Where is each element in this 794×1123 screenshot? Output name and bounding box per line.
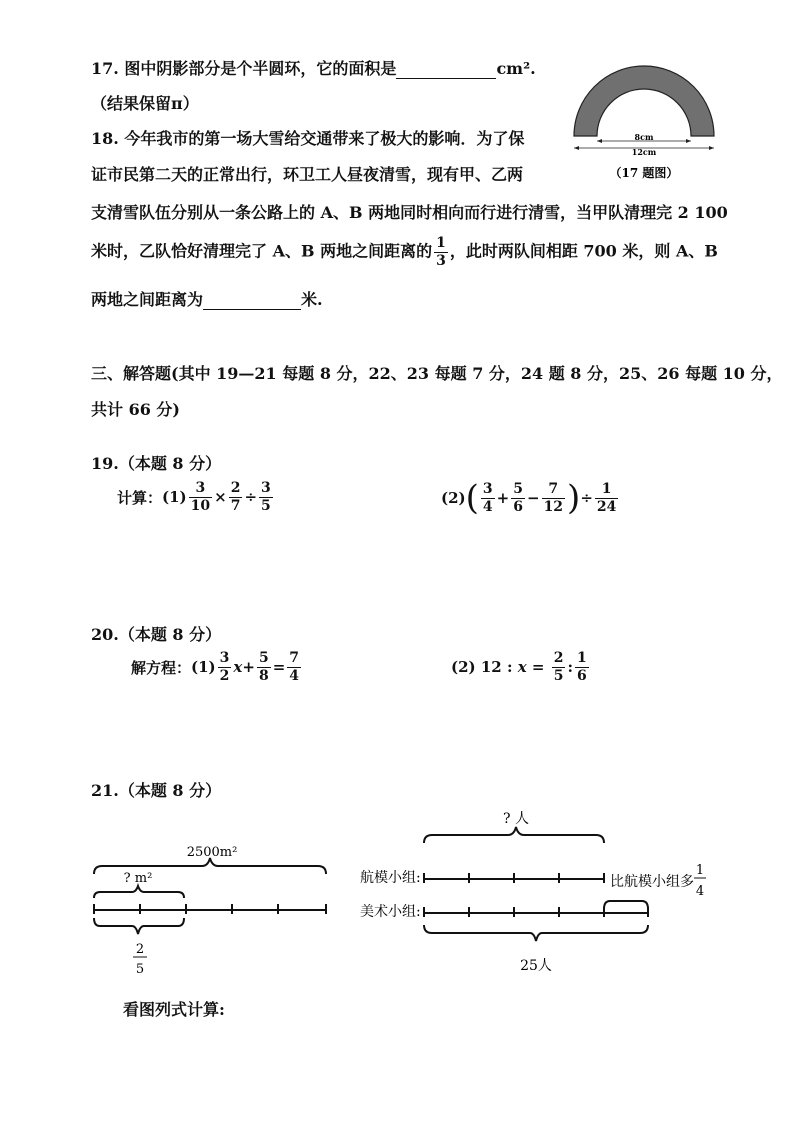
total-area-label: 2500m²: [186, 845, 238, 860]
denominator: 8: [258, 667, 269, 684]
total-people-label: 25人: [520, 958, 552, 974]
fraction: [229, 481, 243, 513]
inner-dimension-label: 8cm: [634, 132, 654, 142]
question-people-label: ? 人: [503, 811, 529, 827]
q21-right-diagram: [358, 805, 718, 983]
brace-part: [94, 886, 184, 898]
q17-end: .: [530, 59, 536, 78]
row2-label: 美术小组:: [360, 904, 421, 920]
denominator: 7: [230, 497, 241, 514]
more-fraction-num: 1: [695, 863, 705, 878]
operator: −: [526, 489, 540, 507]
unknown-area-label: ? m²: [123, 871, 153, 886]
ratio-lead: 12 :: [480, 658, 518, 677]
numerator: 7: [289, 650, 300, 666]
right-paren: ): [567, 478, 581, 518]
variable-x: x: [517, 658, 527, 677]
arrow-head: [597, 139, 602, 143]
q19-header: 19.（本题 8 分）: [91, 454, 222, 473]
fraction: [575, 651, 589, 683]
fraction: [189, 481, 212, 513]
denominator: 10: [190, 497, 211, 514]
numerator: 1: [577, 650, 587, 666]
q18-line3: 支清雪队伍分别从一条公路上的 A、B 两地同时相向而行进行清雪，当甲队清理完 2 100: [91, 203, 728, 222]
numerator: 5: [258, 650, 269, 666]
q19-expr2: [441, 478, 620, 518]
numerator: 1: [436, 235, 446, 251]
fraction: [434, 236, 448, 268]
numerator: 1: [601, 480, 612, 497]
figure-caption: （17 题图）: [609, 166, 679, 180]
q19-expr1: [117, 481, 275, 513]
brace-extra: [604, 901, 648, 909]
outer-dimension-label: 12cm: [631, 147, 657, 157]
fraction: [552, 651, 566, 683]
arrow-head: [686, 139, 691, 143]
fraction-denominator: 5: [135, 962, 145, 977]
fraction: [287, 651, 301, 683]
q18-number: 18.: [91, 129, 119, 148]
part-label: (1): [191, 658, 216, 677]
row1-label: 航模小组:: [360, 870, 421, 886]
q18-text: ，此时两队间相距 700 米，则 A、B: [449, 241, 718, 261]
part-label: (2): [441, 489, 466, 507]
equals-sign: =: [272, 658, 286, 677]
operator: +: [242, 658, 255, 677]
fraction: [259, 481, 273, 513]
q17-text: 图中阴影部分是个半圆环，它的面积是: [124, 59, 397, 78]
q18-text: 米时，乙队恰好清理完了 A、B 两地之间距离的: [91, 241, 433, 261]
q17-note: （结果保留π）: [91, 94, 199, 113]
brace-bottom: [94, 918, 184, 934]
left-paren: (: [465, 478, 479, 518]
denominator: 6: [577, 667, 587, 684]
numerator: 3: [195, 480, 206, 496]
section3-title: 三、解答题(其中 19—21 每题 8 分，22、23 每题 7 分，24 题 8 分，25、26 每题 10 分，: [91, 364, 783, 383]
q20-expr1: [131, 651, 303, 683]
part-label: (1): [162, 488, 187, 507]
semi-annulus-shape: [574, 66, 714, 136]
q18-line2: 证市民第二天的正常出行，环卫工人昼夜清雪，现有甲、乙两: [91, 165, 524, 184]
ratio-colon: :: [567, 658, 573, 677]
fraction: [257, 651, 271, 683]
fraction-numerator: 2: [135, 942, 145, 957]
part-label: (2): [451, 658, 476, 677]
more-label: 比航模小组多: [610, 874, 694, 890]
numerator: 2: [230, 480, 241, 496]
q17-unit: cm²: [496, 59, 531, 78]
denominator: 4: [482, 498, 493, 515]
fraction: [542, 482, 565, 514]
denominator: 2: [219, 667, 230, 684]
denominator: 6: [513, 498, 523, 515]
variable-x: x: [233, 658, 243, 677]
section3-title-line2: 共计 66 分): [91, 400, 180, 419]
numerator: 5: [513, 480, 523, 497]
q18-unit: 米.: [301, 290, 323, 309]
denominator: 5: [553, 667, 564, 684]
q17-figure: [566, 56, 720, 182]
numerator: 2: [553, 650, 564, 666]
q21-footer: 看图列式计算:: [123, 1000, 225, 1019]
q17-number: 17.: [91, 59, 119, 78]
q18-line5: [91, 287, 323, 310]
q17-line: [91, 56, 536, 79]
q20-label: 解方程：: [131, 658, 192, 677]
fraction: [218, 651, 232, 683]
operator: ÷: [244, 488, 258, 507]
numerator: 3: [261, 480, 271, 496]
arrow-head: [574, 146, 579, 150]
fraction: [595, 482, 618, 514]
arrow-head: [709, 146, 714, 150]
equals-sign: =: [526, 658, 550, 677]
brace-bottom: [424, 925, 648, 941]
denominator: 3: [436, 252, 446, 269]
q18-line1: [91, 126, 524, 149]
denominator: 4: [289, 667, 300, 684]
q20-header: 20.（本题 8 分）: [91, 625, 222, 644]
operator: ×: [214, 488, 227, 507]
numerator: 3: [219, 650, 230, 666]
fraction: [481, 482, 495, 514]
brace-top: [424, 827, 604, 843]
q19-label: 计算：: [117, 488, 163, 507]
q17-answer-blank[interactable]: [396, 59, 496, 79]
q18-answer-blank[interactable]: [203, 290, 301, 310]
q18-text: 今年我市的第一场大雪给交通带来了极大的影响．为了保: [124, 129, 525, 148]
denominator: 24: [596, 498, 617, 515]
numerator: 7: [548, 480, 559, 497]
fraction: [511, 482, 525, 514]
more-fraction-den: 4: [695, 884, 705, 899]
operator: ÷: [580, 489, 593, 507]
numerator: 3: [482, 480, 493, 497]
q18-text: 两地之间距离为: [91, 290, 204, 309]
operator: +: [496, 489, 510, 507]
q21-header: 21.（本题 8 分）: [91, 781, 222, 800]
denominator: 12: [543, 498, 564, 515]
q20-expr2: [451, 651, 591, 683]
q18-line4: [91, 236, 718, 268]
q21-left-diagram: [88, 836, 336, 986]
denominator: 5: [261, 497, 271, 514]
